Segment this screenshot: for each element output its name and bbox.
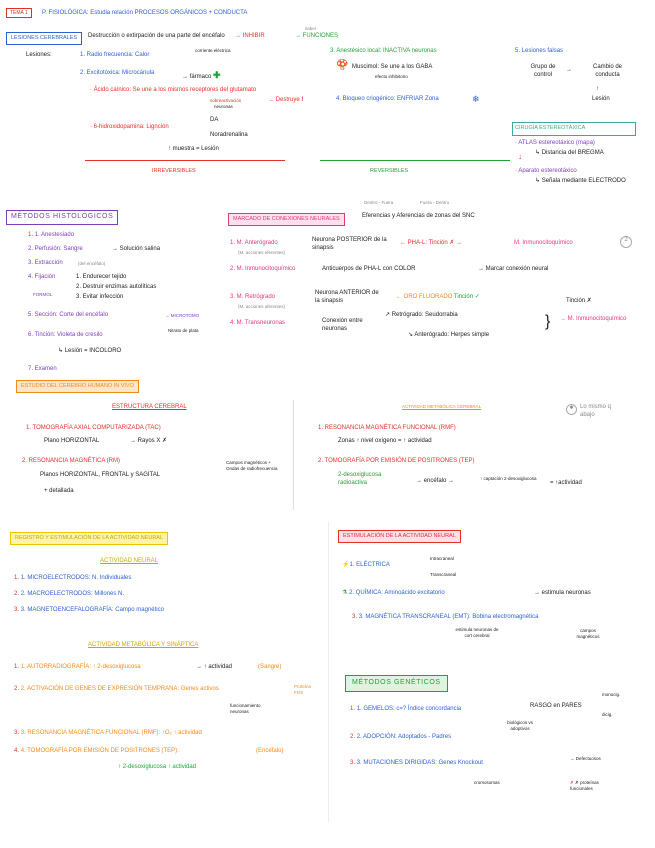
- hist-3: 3. Extracción: [28, 260, 63, 266]
- tep-b: 2-desoxiglucosa radioactiva: [338, 472, 382, 486]
- lesion-item-1b: corriente eléctrica: [195, 48, 231, 53]
- reg-1-text: 1. MICROELECTRODOS: N. Individuales: [20, 575, 132, 581]
- gen-2b: biológicos vs adoptivos: [507, 720, 533, 731]
- tep-e: = ↑actividad: [550, 480, 582, 486]
- sin-1b: → ↑ actividad: [196, 664, 233, 670]
- atlas: · ATLAS estereotáxico (mapa): [515, 140, 595, 146]
- actividad-title: ACTIVIDAD METABÓLICA CEREBRAL: [402, 404, 482, 409]
- gen-2: 2. 2. ADOPCIÓN: Adoptados - Padres: [350, 734, 452, 740]
- muestra-lesion: ↑ muestra = Lesión: [168, 146, 219, 152]
- hist-1-text: 1. Anestesiado: [34, 232, 75, 238]
- lesion-item-2b: → fármaco ✚: [182, 70, 221, 80]
- rm-c: Campos magnéticos + Ondas de radiofrecuencia: [226, 460, 278, 471]
- sin-4b: (Encéfalo): [256, 748, 284, 754]
- warning-icon: !: [301, 97, 304, 103]
- plus-icon: ✚: [213, 70, 221, 80]
- muscimol: Muscimol: Se une a los GABA: [352, 64, 433, 70]
- lesion-item-1: 1. Radio frecuencia: Calor: [80, 52, 150, 58]
- est-2b: → estimula neuronas: [534, 590, 591, 596]
- marc-4c: ↗ Retrógrado: Seudorrabia: [385, 312, 458, 318]
- arrow-lesion: ↑: [596, 86, 599, 92]
- cirugia-box: CIRUGÍA ESTEREOTÁXICA: [512, 122, 636, 136]
- hist-3b: (del encéfalo): [78, 261, 106, 266]
- rm-b: Planos HORIZONTAL, FRONTAL y SAGITAL: [40, 472, 161, 478]
- lo-mismo: Lo mismo q abajo: [580, 404, 612, 418]
- marc-4e: Tinción ✗: [566, 298, 592, 304]
- cambio-conducta: Cambio de conducta: [592, 64, 622, 78]
- marc-1b: Neurona POSTERIOR de la sinapsis: [312, 237, 387, 251]
- page-title: [42, 10, 247, 18]
- est-2b-text: estimula neuronas: [541, 590, 591, 596]
- circle-2-icon: 2: [620, 236, 632, 248]
- eferencias: Eferencias y Aferencias de zonas del SNC: [362, 213, 475, 219]
- brace: }: [545, 313, 551, 330]
- gen-3b-text: Defectuosos: [575, 756, 601, 761]
- formol: FORMOL: [33, 292, 53, 297]
- marc-2b: Anticuerpos de PHA-L con COLOR: [322, 266, 416, 272]
- tep: 2. TOMOGRAFÍA POR EMISIÓN DE POSITRONES (TEP): [318, 458, 475, 464]
- gen-1-text: 1. GEMELOS: c=? Índice concordancia: [356, 706, 462, 712]
- hist-2b-text: Solución salina: [119, 246, 161, 252]
- marc-4: 4. M. Transneuronas: [230, 320, 286, 326]
- sin-4c-text: ↑ 2-desoxiglucosa ↑ actividad: [118, 764, 197, 770]
- irrev-bracket-line: [85, 160, 285, 161]
- bregma: ↳ Distancia del BREGMA: [535, 150, 604, 156]
- marc-4d: ↘ Anterógrado: Herpes simple: [408, 332, 490, 338]
- destruye-label: → Destruye !: [268, 97, 304, 103]
- electrodo: ↳ Señala mediante ELECTRODO: [535, 178, 626, 184]
- gen-2-text: 2. ADOPCIÓN: Adoptados - Padres: [356, 734, 452, 740]
- lesion-item-3: 3. Anestésico local: INACTIVA neuronas: [330, 48, 437, 54]
- marc-1: 1. M. Anterógrado: [230, 240, 278, 246]
- rev-bracket-line: [320, 160, 510, 161]
- marc-1e: M. Inmunocitoquímico: [514, 240, 573, 246]
- marc-1c: (M. acciones eferentes): [238, 250, 286, 255]
- gen-3-text: 3. MUTACIONES DIRIGIDAS: Genes Knockout: [356, 760, 483, 766]
- hist-4b: 2. Destruir enzimas autolíticas: [76, 284, 157, 290]
- rm: 2. RESONANCIA MAGNÉTICA (RM): [22, 458, 121, 464]
- sobreactivacion: sobreactivación: [210, 98, 242, 103]
- sin-4c: [118, 764, 196, 772]
- sin-2-text: 2. ACTIVACIÓN DE GENES DE EXPRESIÓN TEMPRANA: Genes activos: [20, 686, 219, 692]
- sin-1-text: 1. AUTORRADIOGRAFÍA: ↑ 2-desoxiglucosa: [20, 664, 141, 670]
- hist-2: 2. Perfusión: Sangre: [28, 246, 83, 252]
- marc-2c: → Marcar conexión neural: [478, 266, 549, 272]
- da-label: DA: [210, 117, 219, 123]
- gen-3: 3. 3. MUTACIONES DIRIGIDAS: Genes Knockout: [350, 760, 483, 766]
- lesiones-inhibir: → INHIBIR: [235, 33, 265, 39]
- lesion-item-4: 4. Bloqueo criogénico: ENFRIAR Zona: [336, 96, 439, 102]
- neuronas-note: neuronas: [214, 104, 233, 109]
- divider-bottom: [328, 522, 329, 822]
- dentro-fuera: Dentro - Fuera: [364, 200, 394, 205]
- inhibir-text: INHIBIR: [242, 33, 265, 39]
- gen-1b: RASGO en PARES: [530, 703, 582, 709]
- reg-3-text: 3. MAGNETOENCEFALOGRAFÍA: Campo magnético: [20, 607, 164, 613]
- lesiones-def: Destrucción o extirpación de una parte del encéfalo: [88, 33, 225, 39]
- hist-6b: Nitrato de plata: [168, 328, 199, 333]
- mushroom-icon: 🍄: [336, 60, 349, 71]
- lesiones-box: LESIONES CEREBRALES: [6, 32, 82, 45]
- page-title-text: P. FISIOLÓGICA: Estudia relación PROCESOS ORGÁNICOS + CONDUCTA: [42, 10, 248, 16]
- sin-4: 4. 4. TOMOGRAFÍA POR EMISIÓN DE POSITRONES (TEP):: [14, 748, 179, 754]
- gen-3b: → Defectuosos: [570, 756, 601, 761]
- tema-badge: TEMA 1: [6, 8, 32, 18]
- sin-3-text: 3. RESONANCIA MAGNÉTICA FUNCIONAL (RMF): ↑O₂ ↑ actividad: [20, 730, 202, 736]
- sin-2b: Proteína FOS: [294, 684, 312, 695]
- funciones-text: FUNCIONES: [302, 33, 339, 39]
- marcado-box: MARCADO DE CONEXIONES NEURALES: [228, 213, 345, 226]
- tincion-ok: Tinción ✓: [453, 294, 480, 300]
- gen-3c: cromosomas: [474, 780, 500, 785]
- tep-c-text: encéfalo: [423, 478, 447, 484]
- reg-3: 3. 3. MAGNETOENCEFALOGRAFÍA: Campo magnético: [14, 607, 164, 613]
- lesion-5: Lesión: [592, 96, 610, 102]
- sin-2c: funcionamiento neuronas: [230, 703, 261, 714]
- est-3b: estimula neuronas de cort cerebral: [455, 627, 499, 638]
- est-1a: Intracraneal: [430, 556, 454, 561]
- bregma-text: Distancia del BREGMA: [541, 150, 604, 156]
- grupo-control: Grupo de control: [530, 64, 556, 78]
- hist-2b: → Solución salina: [112, 246, 161, 252]
- efecto-inhibitorio: efecto inhibitorio: [375, 74, 408, 79]
- reg-1: 1. 1. MICROELECTRODOS: N. Individuales: [14, 575, 132, 581]
- electrodo-text: Señala mediante ELECTRODO: [541, 178, 626, 184]
- marc-2c-text: Marcar conexión neural: [485, 266, 549, 272]
- acido-cainico: · Ácido caínico: Se une a los mismos receptores del glutamato: [90, 87, 257, 93]
- noradrenalina-label: Noradrenalina: [210, 132, 248, 138]
- marc-4c-text: Retrógrado: Seudorrabia: [391, 312, 458, 318]
- estructura-title: ESTRUCTURA CEREBRAL: [112, 404, 187, 410]
- lesion-item-5: 5. Lesiones falsas: [515, 48, 564, 54]
- reversibles-label: REVERSIBLES: [370, 168, 409, 174]
- sin-4-text: 4. TOMOGRAFÍA POR EMISIÓN DE POSITRONES (TEP):: [20, 748, 179, 754]
- sin-3: 3. 3. RESONANCIA MAGNÉTICA FUNCIONAL (RMF): ↑O₂ ↑ actividad: [14, 730, 202, 736]
- tac: 1. TOMOGRAFÍA AXIAL COMPUTARIZADA (TAC): [26, 425, 161, 431]
- red-arrow-down: ↓: [518, 152, 522, 161]
- rmf-b: Zonas ↑ nivel oxígeno = ↑ actividad: [338, 438, 432, 444]
- tep-c: → encéfalo →: [416, 478, 455, 484]
- rm-d: + detallada: [44, 488, 74, 494]
- tac-c: → Rayos X ✗: [130, 438, 168, 444]
- tac-b: Plano HORIZONTAL: [44, 438, 100, 444]
- in-vivo-box: ESTUDIO DEL CEREBRO HUMANO IN VIVO: [16, 380, 139, 393]
- sin-2: 2. 2. ACTIVACIÓN DE GENES DE EXPRESIÓN TEMPRANA: Genes activos: [14, 686, 219, 692]
- snowflake-icon: ❄: [472, 94, 480, 104]
- hist-6c-text: Lesión = INCOLORO: [64, 348, 122, 354]
- histologicos-box: MÉTODOS HISTOLÓGICOS: [6, 210, 118, 225]
- arrow-gc: →: [566, 67, 572, 73]
- hist-7: 7. Examen: [28, 366, 57, 372]
- hist-4c: 3. Evitar infección: [76, 294, 124, 300]
- gen-1c: monocig.: [602, 692, 621, 697]
- sin-1c: (Sangre): [258, 664, 282, 670]
- reg-2-text: 2. MACROELECTRODOS: Millones N.: [20, 591, 125, 597]
- rmf: 1. RESONANCIA MAGNÉTICA FUNCIONAL (RMF): [318, 425, 456, 431]
- microtomo-text: MICROTOMO: [170, 313, 200, 318]
- gen-1d: dicig.: [602, 712, 613, 717]
- gen-3d-text: ✗ proteínas funcionales: [570, 780, 599, 791]
- marc-2: 2. M. Inmunocitoquímico: [230, 266, 296, 272]
- saber-note: saber: [305, 26, 317, 31]
- est-2-text: 2. QUÍMICA: Aminoácido excitatorio: [349, 590, 445, 596]
- oro-text: ORO FLUORADO: [403, 294, 453, 300]
- act-neural-title: ACTIVIDAD NEURAL: [100, 558, 159, 564]
- marc-3: 3. M. Retrógrado: [230, 294, 276, 300]
- est-3: 3. 3. MAGNÉTICA TRANSCRANEAL (EMT): Bobina electromagnética: [352, 614, 539, 620]
- estimulacion-box: ESTIMULACIÓN DE LA ACTIVIDAD NEURAL: [338, 530, 461, 543]
- hist-4a: 1. Endurecer tejido: [76, 274, 127, 280]
- marc-4f: → M. Inmunocitoquímico: [560, 316, 627, 322]
- sin-1b-text: ↑ actividad: [203, 664, 233, 670]
- est-1-text: 1. ELÉCTRICA: [349, 562, 390, 568]
- hidroxidopamina: · 6-hidroxidopamina: Lignción: [90, 124, 169, 130]
- fuera-dentro: Fuera - Dentro: [420, 200, 450, 205]
- gen-1: 1. 1. GEMELOS: c=? Índice concordancia: [350, 706, 462, 712]
- divider-vivo: [293, 400, 294, 510]
- marc-1d: ← PHA-L: Tinción ✗ →: [400, 240, 463, 246]
- tac-c-text: Rayos X: [137, 438, 161, 444]
- farmaco-text: fármaco: [189, 74, 212, 80]
- marc-4b: Conexión entre neuronas: [322, 318, 363, 332]
- marc-4f-text: M. Inmunocitoquímico: [567, 316, 627, 322]
- funciones-label: → FUNCIONES: [295, 33, 339, 39]
- hist-1: 1. 1. Anestesiado: [28, 232, 75, 238]
- aparato: · Aparato estereotáxico: [515, 168, 577, 174]
- est-2: [342, 590, 445, 598]
- tep-d: ↑ captación 2-desoxiglucosa: [480, 476, 537, 481]
- marc-1d-text: PHA-L: Tinción: [407, 240, 448, 246]
- est-3-text: 3. MAGNÉTICA TRANSCRANEAL (EMT): Bobina electromagnética: [358, 614, 539, 620]
- geneticos-box: MÉTODOS GENÉTICOS: [345, 675, 448, 692]
- hist-5: 5. Sección: Corte del encéfalo: [28, 312, 109, 318]
- sin-1: 1. 1. AUTORRADIOGRAFÍA: ↑ 2-desoxiglucosa: [14, 664, 141, 670]
- lesion-item-2: 2. Excitotóxica: Microcánula: [80, 70, 155, 76]
- flask-icon: ⚗: [342, 590, 348, 596]
- est-1: ⚡1. ELÉCTRICA: [342, 562, 390, 568]
- marc-3b: Neurona ANTERIOR de la sinapsis: [315, 290, 379, 304]
- irreversibles-label: IRREVERSIBLES: [152, 168, 196, 174]
- hist-6c: ↳ Lesión = INCOLORO: [58, 348, 122, 354]
- est-1b: Transcraneal: [430, 572, 457, 577]
- microtomo: → MICROTOMO: [165, 313, 200, 318]
- gen-3d: ✗ ✗ proteínas funcionales: [570, 780, 599, 791]
- destruye-text: Destruye: [275, 97, 300, 103]
- lesiones-label: Lesiones:: [26, 52, 52, 58]
- reg-2: 2. 2. MACROELECTRODOS: Millones N.: [14, 591, 125, 597]
- hist-6: 6. Tinción: Violeta de cresilo: [28, 332, 103, 338]
- marc-4d-text: Anterógrado: Herpes simple: [414, 332, 490, 338]
- act-metab-title: ACTIVIDAD METABÓLICA Y SINÁPTICA: [88, 642, 199, 648]
- hist-4: 4. Fijación: [28, 274, 56, 280]
- est-3c: campos magnéticos: [576, 628, 600, 639]
- marc-3c: (M. acciones aferentes): [238, 304, 286, 309]
- marc-3d: ← ORO FLUORADO Tinción ✓: [396, 294, 480, 300]
- registro-box: REGISTRO Y ESTIMULACIÓN DE LA ACTIVIDAD NEURAL: [10, 532, 168, 545]
- asterisk-icon: ✱: [566, 404, 577, 415]
